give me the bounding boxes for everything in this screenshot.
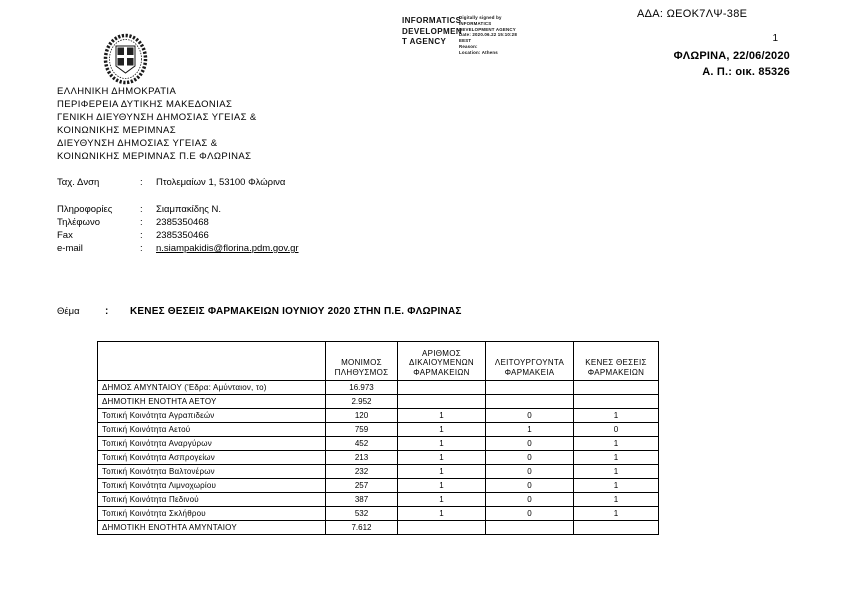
letterhead-line: ΠΕΡΙΦΕΡΕΙΑ ΔΥΤΙΚΗΣ ΜΑΚΕΔΟΝΙΑΣ bbox=[57, 99, 233, 110]
table-row bbox=[98, 451, 659, 465]
cell-vacant: 1 bbox=[574, 479, 659, 493]
cell-name: Τοπική Κοινότητα Σκλήθρου bbox=[98, 507, 326, 521]
header-vacant-positions: ΚΕΝΕΣ ΘΕΣΕΙΣ ΦΑΡΜΑΚΕΙΩΝ bbox=[574, 342, 659, 381]
stamp-detail-line: EEST bbox=[459, 38, 472, 44]
cell-entitled: 1 bbox=[398, 409, 486, 423]
cell-vacant: 1 bbox=[574, 437, 659, 451]
protocol-number: Α. Π.: οικ. 85326 bbox=[702, 66, 790, 78]
cell-name: Τοπική Κοινότητα Βαλτονέρων bbox=[98, 465, 326, 479]
table-row bbox=[98, 437, 659, 451]
table-row bbox=[98, 395, 659, 409]
table-row bbox=[98, 423, 659, 437]
stamp-detail-line: Digitally signed by bbox=[459, 15, 502, 20]
cell-vacant bbox=[574, 395, 659, 409]
contact-email-link[interactable]: n.siampakidis@florina.pdm.gov.gr bbox=[156, 243, 299, 254]
cell-entitled: 1 bbox=[398, 451, 486, 465]
digital-signature-agency bbox=[402, 16, 462, 48]
cell-vacant: 1 bbox=[574, 465, 659, 479]
cell-entitled bbox=[398, 395, 486, 409]
contact-label: Fax bbox=[57, 230, 73, 241]
table-row bbox=[98, 465, 659, 479]
letterhead-line: ΕΛΛΗΝΙΚΗ ΔΗΜΟΚΡΑΤΙΑ bbox=[57, 86, 177, 97]
contact-label: Ταχ. Δνση bbox=[57, 177, 100, 188]
contact-label: Τηλέφωνο bbox=[57, 217, 100, 228]
cell-operating: 0 bbox=[486, 437, 574, 451]
letterhead-line: ΚΟΙΝΩΝΙΚΗΣ ΜΕΡΙΜΝΑΣ Π.Ε ΦΛΩΡΙΝΑΣ bbox=[57, 151, 252, 162]
contact-colon: : bbox=[140, 204, 143, 215]
cell-name: Τοπική Κοινότητα Αναργύρων bbox=[98, 437, 326, 451]
table-row bbox=[98, 479, 659, 493]
cell-name: ΔΗΜΟΣ ΑΜΥΝΤΑΙΟΥ ('Εδρα: Αμύνταιον, το) bbox=[98, 381, 326, 395]
letterhead-line: ΚΟΙΝΩΝΙΚΗΣ ΜΕΡΙΜΝΑΣ bbox=[57, 125, 177, 136]
table-row bbox=[98, 381, 659, 395]
cell-vacant: 0 bbox=[574, 423, 659, 437]
table-row bbox=[98, 493, 659, 507]
cell-population: 232 bbox=[326, 465, 398, 479]
cell-name: Τοπική Κοινότητα Αγραπιδεών bbox=[98, 409, 326, 423]
contact-label: e-mail bbox=[57, 243, 83, 254]
letterhead-line: ΓΕΝΙΚΗ ΔΙΕΥΘΥΝΣΗ ΔΗΜΟΣΙΑΣ ΥΓΕΙΑΣ & bbox=[57, 112, 257, 123]
cell-entitled: 1 bbox=[398, 493, 486, 507]
contact-value-person: Σιαμπακίδης Ν. bbox=[156, 204, 222, 215]
cell-entitled: 1 bbox=[398, 423, 486, 437]
stamp-detail-line: INFORMATICS bbox=[459, 20, 492, 26]
header-entitled-pharmacies: ΑΡΙΘΜΟΣ ΔΙΚΑΙΟΥΜΕΝΩΝ ΦΑΡΜΑΚΕΙΩΝ bbox=[398, 342, 486, 381]
contact-row-address bbox=[57, 176, 299, 189]
cell-entitled: 1 bbox=[398, 479, 486, 493]
header-area bbox=[98, 342, 326, 381]
cell-vacant bbox=[574, 521, 659, 535]
table-row bbox=[98, 521, 659, 535]
cell-entitled: 1 bbox=[398, 437, 486, 451]
contact-row-phone bbox=[57, 216, 299, 229]
pharmacies-table bbox=[97, 341, 659, 535]
contact-label: Πληροφορίες bbox=[57, 204, 113, 215]
table-header-row bbox=[98, 342, 659, 381]
table-row bbox=[98, 409, 659, 423]
cell-vacant: 1 bbox=[574, 451, 659, 465]
table-body bbox=[98, 381, 659, 535]
top-right-block bbox=[674, 32, 790, 80]
cell-population: 2.952 bbox=[326, 395, 398, 409]
cell-vacant: 1 bbox=[574, 493, 659, 507]
cell-population: 7.612 bbox=[326, 521, 398, 535]
letterhead bbox=[57, 85, 257, 163]
stamp-detail-line: Location: Athens bbox=[459, 49, 498, 55]
stamp-detail-line: DEVELOPMENT AGENCY bbox=[459, 26, 516, 32]
greek-national-emblem-icon bbox=[103, 33, 148, 86]
cell-population: 213 bbox=[326, 451, 398, 465]
cell-population: 257 bbox=[326, 479, 398, 493]
cell-entitled bbox=[398, 521, 486, 535]
cell-vacant: 1 bbox=[574, 507, 659, 521]
contact-row-email bbox=[57, 242, 299, 255]
contact-colon: : bbox=[140, 217, 143, 228]
cell-name: ΔΗΜΟΤΙΚΗ ΕΝΟΤΗΤΑ ΑΕΤΟΥ bbox=[98, 395, 326, 409]
cell-population: 759 bbox=[326, 423, 398, 437]
place-and-date: ΦΛΩΡΙΝΑ, 22/06/2020 bbox=[673, 50, 790, 62]
subject-label: Θέμα bbox=[57, 306, 80, 317]
letterhead-line: ΔΙΕΥΘΥΝΣΗ ΔΗΜΟΣΙΑΣ ΥΓΕΙΑΣ & bbox=[57, 138, 218, 149]
contact-colon: : bbox=[140, 243, 143, 254]
cell-operating: 0 bbox=[486, 507, 574, 521]
cell-operating bbox=[486, 381, 574, 395]
header-operating-pharmacies: ΛΕΙΤΟΥΡΓΟΥΝΤΑ ΦΑΡΜΑΚΕΙΑ bbox=[486, 342, 574, 381]
cell-operating: 0 bbox=[486, 451, 574, 465]
cell-entitled bbox=[398, 381, 486, 395]
cell-name: Τοπική Κοινότητα Λιμνοχωρίου bbox=[98, 479, 326, 493]
cell-operating bbox=[486, 521, 574, 535]
contact-value-phone: 2385350468 bbox=[156, 217, 209, 228]
cell-operating: 0 bbox=[486, 479, 574, 493]
cell-operating: 1 bbox=[486, 423, 574, 437]
cell-vacant: 1 bbox=[574, 409, 659, 423]
cell-entitled: 1 bbox=[398, 465, 486, 479]
cell-population: 387 bbox=[326, 493, 398, 507]
contact-colon: : bbox=[140, 230, 143, 241]
cell-population: 532 bbox=[326, 507, 398, 521]
cell-name: Τοπική Κοινότητα Ασπρογείων bbox=[98, 451, 326, 465]
cell-operating: 0 bbox=[486, 493, 574, 507]
subject-colon: : bbox=[105, 306, 109, 317]
table-row bbox=[98, 507, 659, 521]
header-population: ΜΟΝΙΜΟΣ ΠΛΗΘΥΣΜΟΣ bbox=[326, 342, 398, 381]
cell-population: 452 bbox=[326, 437, 398, 451]
stamp-agency-line: INFORMATICS bbox=[402, 16, 462, 25]
contact-colon: : bbox=[140, 177, 143, 188]
contact-row-info-person bbox=[57, 203, 299, 216]
page-number: 1 bbox=[772, 33, 778, 44]
cell-vacant bbox=[574, 381, 659, 395]
contact-value-fax: 2385350466 bbox=[156, 230, 209, 241]
subject-line bbox=[57, 306, 462, 317]
cell-name: Τοπική Κοινότητα Αετού bbox=[98, 423, 326, 437]
contact-info bbox=[57, 176, 299, 255]
digital-signature-details bbox=[459, 15, 517, 56]
cell-entitled: 1 bbox=[398, 507, 486, 521]
cell-population: 16.973 bbox=[326, 381, 398, 395]
stamp-detail-line: Reason: bbox=[459, 43, 478, 49]
subject-text: ΚΕΝΕΣ ΘΕΣΕΙΣ ΦΑΡΜΑΚΕΙΩΝ ΙΟΥΝΙΟΥ 2020 ΣΤΗΝ Π.Ε. ΦΛΩΡΙΝΑΣ bbox=[130, 306, 462, 317]
cell-name: ΔΗΜΟΤΙΚΗ ΕΝΟΤΗΤΑ ΑΜΥΝΤΑΙΟΥ bbox=[98, 521, 326, 535]
stamp-detail-line: Date: 2020.06.22 15:10:28 bbox=[459, 32, 517, 38]
contact-value-address: Πτολεμαίων 1, 53100 Φλώρινα bbox=[156, 177, 286, 188]
cell-operating: 0 bbox=[486, 465, 574, 479]
cell-operating bbox=[486, 395, 574, 409]
ada-code: ΑΔΑ: ΩΕΟΚ7ΛΨ-38Ε bbox=[637, 8, 748, 20]
stamp-agency-line: T AGENCY bbox=[402, 37, 447, 46]
cell-population: 120 bbox=[326, 409, 398, 423]
cell-name: Τοπική Κοινότητα Πεδινού bbox=[98, 493, 326, 507]
cell-operating: 0 bbox=[486, 409, 574, 423]
contact-row-fax bbox=[57, 229, 299, 242]
stamp-agency-line: DEVELOPMEN bbox=[402, 26, 463, 36]
